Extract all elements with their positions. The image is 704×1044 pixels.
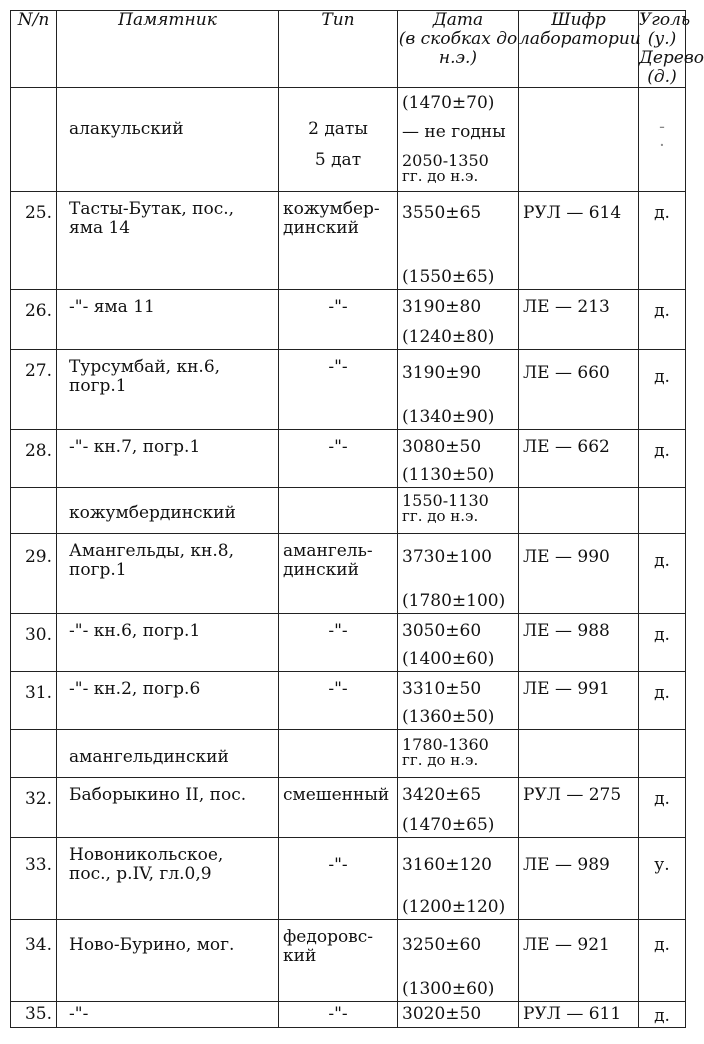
row-date [398,350,519,430]
summary-wood-mark-2: · [659,136,665,156]
radiocarbon-dates-table [10,10,704,1028]
row-date-bp: 3050±60 [402,621,482,641]
row-material: д. [639,920,686,1002]
summary-type-line-2: 5 дат [314,150,362,170]
summary-date-line-3: 2050-1350 [402,151,489,170]
row-type: -"- [279,290,398,350]
table-row [11,838,686,920]
row-date-bp: 3310±50 [402,679,482,699]
row-num: 26. [11,290,57,350]
row-monument: -"- яма 11 [57,290,279,350]
row-num: 28. [11,430,57,488]
summary-date [398,730,519,778]
row-type: -"- [279,1002,398,1028]
row-date-bp: 3160±120 [402,855,492,875]
row-type: -"- [279,350,398,430]
row-monument: -"- кн.6, погр.1 [57,614,279,672]
row-num: 34. [11,920,57,1002]
row-date-bp: 3020±50 [402,1004,482,1024]
row-num: 29. [11,534,57,614]
table-row [11,350,686,430]
table-row [11,778,686,838]
row-monument-line-1: Амангельды, кн.8, [69,541,234,561]
row-num: 27. [11,350,57,430]
row-date [398,192,519,290]
table-header-row [11,11,686,88]
summary-date-line-2: гг. до н.э. [402,751,479,769]
row-num: 35. [11,1002,57,1028]
row-monument: -"- [57,1002,279,1028]
row-date-bp: 3190±80 [402,297,482,317]
row-date [398,920,519,1002]
summary-type [279,88,398,192]
row-type-line-1: федоровс- [283,927,374,947]
summary-date-line-2: — не годны [402,122,506,142]
row-monument-line-2: погр.1 [69,560,127,580]
row-date-bp: 3550±65 [402,203,482,223]
row-date [398,1002,519,1028]
row-lab-code: ЛЕ — 988 [519,614,639,672]
row-monument-line-1: Тасты-Бутак, пос., [69,199,235,219]
row-monument: -"- кн.2, погр.6 [57,672,279,730]
header-wood-line-2: (у.) [647,29,677,49]
row-monument [57,192,279,290]
header-date-line-3: н.э.) [438,48,478,68]
row-date-bp: 3250±60 [402,935,482,955]
summary-date [398,488,519,534]
row-monument: Баборыкино II, пос. [57,778,279,838]
row-monument-line-2: яма 14 [69,218,131,238]
row-material: д. [639,534,686,614]
row-date-bc: (1130±50) [402,465,495,485]
header-wood-line-4: (д.) [647,67,677,87]
summary-name: алакульский [57,88,279,192]
header-lab-line-1: Шифр [551,10,606,30]
row-material: д. [639,778,686,838]
row-material: д. [639,430,686,488]
row-monument [57,350,279,430]
summary-date-line-4: гг. до н.э. [402,167,479,185]
row-material: д. [639,614,686,672]
summary-name: кожумбердинский [57,488,279,534]
header-date [398,11,519,88]
row-lab-code: ЛЕ — 989 [519,838,639,920]
row-date [398,778,519,838]
row-date [398,614,519,672]
row-lab-code: РУЛ — 614 [519,192,639,290]
summary-wood [639,88,686,192]
row-type-line-1: кожумбер- [283,199,380,219]
header-date-line-1: Дата [432,10,484,30]
row-type [279,534,398,614]
row-date-bc: (1300±60) [402,979,495,999]
row-num: 30. [11,614,57,672]
summary-date-line-1: 1780-1360 [402,735,489,754]
row-monument-line-2: погр.1 [69,376,127,396]
row-date [398,430,519,488]
summary-date [398,88,519,192]
summary-lab [519,730,639,778]
row-material: д. [639,290,686,350]
row-type: -"- [279,838,398,920]
row-lab-code: ЛЕ — 662 [519,430,639,488]
summary-type-line-1: 2 даты [308,119,368,139]
row-date-bp: 3420±65 [402,785,482,805]
row-num: 25. [11,192,57,290]
summary-num [11,88,57,192]
summary-row-alakul [11,88,686,192]
summary-row-kozhumber [11,488,686,534]
summary-date-line-2: гг. до н.э. [402,507,479,525]
header-lab-line-2: лаборатории [519,29,641,49]
row-date-bp: 3080±50 [402,437,482,457]
header-date-line-2: (в скобках до [398,29,518,49]
row-monument-line-1: Новоникольское, [69,845,224,865]
table-row [11,920,686,1002]
row-type: -"- [279,430,398,488]
summary-wood [639,488,686,534]
summary-lab [519,88,639,192]
row-date-bc: (1550±65) [402,267,495,287]
row-date-bc: (1200±120) [402,897,506,917]
row-date [398,838,519,920]
table-row [11,672,686,730]
summary-name: амангельдинский [57,730,279,778]
row-material: д. [639,672,686,730]
row-date-bp: 3190±90 [402,363,482,383]
table-row [11,290,686,350]
row-num: 32. [11,778,57,838]
row-type-line-1: амангель- [283,541,373,561]
row-date-bc: (1240±80) [402,327,495,347]
row-monument-line-2: пос., р.IV, гл.0,9 [69,864,212,884]
table-row [11,430,686,488]
summary-date-line-1: (1470±70) [402,93,495,113]
row-material: д. [639,192,686,290]
table-row [11,1002,686,1028]
header-monument: Памятник [57,11,279,88]
header-wood-line-1: Уголь [639,10,691,30]
row-date [398,290,519,350]
row-type-line-2: кий [283,946,317,966]
row-date-bc: (1400±60) [402,649,495,669]
row-date-bc: (1780±100) [402,591,506,611]
row-lab-code: РУЛ — 611 [519,1002,639,1028]
header-lab [519,11,639,88]
row-monument: -"- кн.7, погр.1 [57,430,279,488]
row-date-bc: (1360±50) [402,707,495,727]
row-lab-code: ЛЕ — 660 [519,350,639,430]
summary-date-line-1: 1550-1130 [402,491,489,510]
header-type: Тип [279,11,398,88]
row-date-bp: 3730±100 [402,547,492,567]
row-lab-code: ЛЕ — 921 [519,920,639,1002]
table-row [11,192,686,290]
row-type: смешенный [279,778,398,838]
row-lab-code: ЛЕ — 213 [519,290,639,350]
row-date [398,534,519,614]
header-num: N/n [11,11,57,88]
row-type [279,920,398,1002]
summary-num [11,488,57,534]
row-material: у. [639,838,686,920]
row-type [279,192,398,290]
table-row [11,534,686,614]
row-type-line-2: динский [283,218,359,238]
row-monument [57,534,279,614]
header-wood-line-3: Дерево [639,48,704,68]
row-lab-code: ЛЕ — 990 [519,534,639,614]
row-type: -"- [279,672,398,730]
row-monument: Ново-Бурино, мог. [57,920,279,1002]
row-type: -"- [279,614,398,672]
summary-type [279,488,398,534]
table-row [11,614,686,672]
row-material: д. [639,1002,686,1028]
row-type-line-2: динский [283,560,359,580]
row-date [398,672,519,730]
header-wood [639,10,704,88]
summary-lab [519,488,639,534]
summary-num [11,730,57,778]
row-monument [57,838,279,920]
row-lab-code: ЛЕ — 991 [519,672,639,730]
row-date-bc: (1340±90) [402,407,495,427]
row-monument-line-1: Турсумбай, кн.6, [69,357,221,377]
row-num: 33. [11,838,57,920]
summary-wood [639,730,686,778]
row-num: 31. [11,672,57,730]
summary-wood-mark-1: - [659,117,665,137]
row-date-bc: (1470±65) [402,815,495,835]
summary-row-amangeldy [11,730,686,778]
summary-type [279,730,398,778]
row-material: д. [639,350,686,430]
row-lab-code: РУЛ — 275 [519,778,639,838]
